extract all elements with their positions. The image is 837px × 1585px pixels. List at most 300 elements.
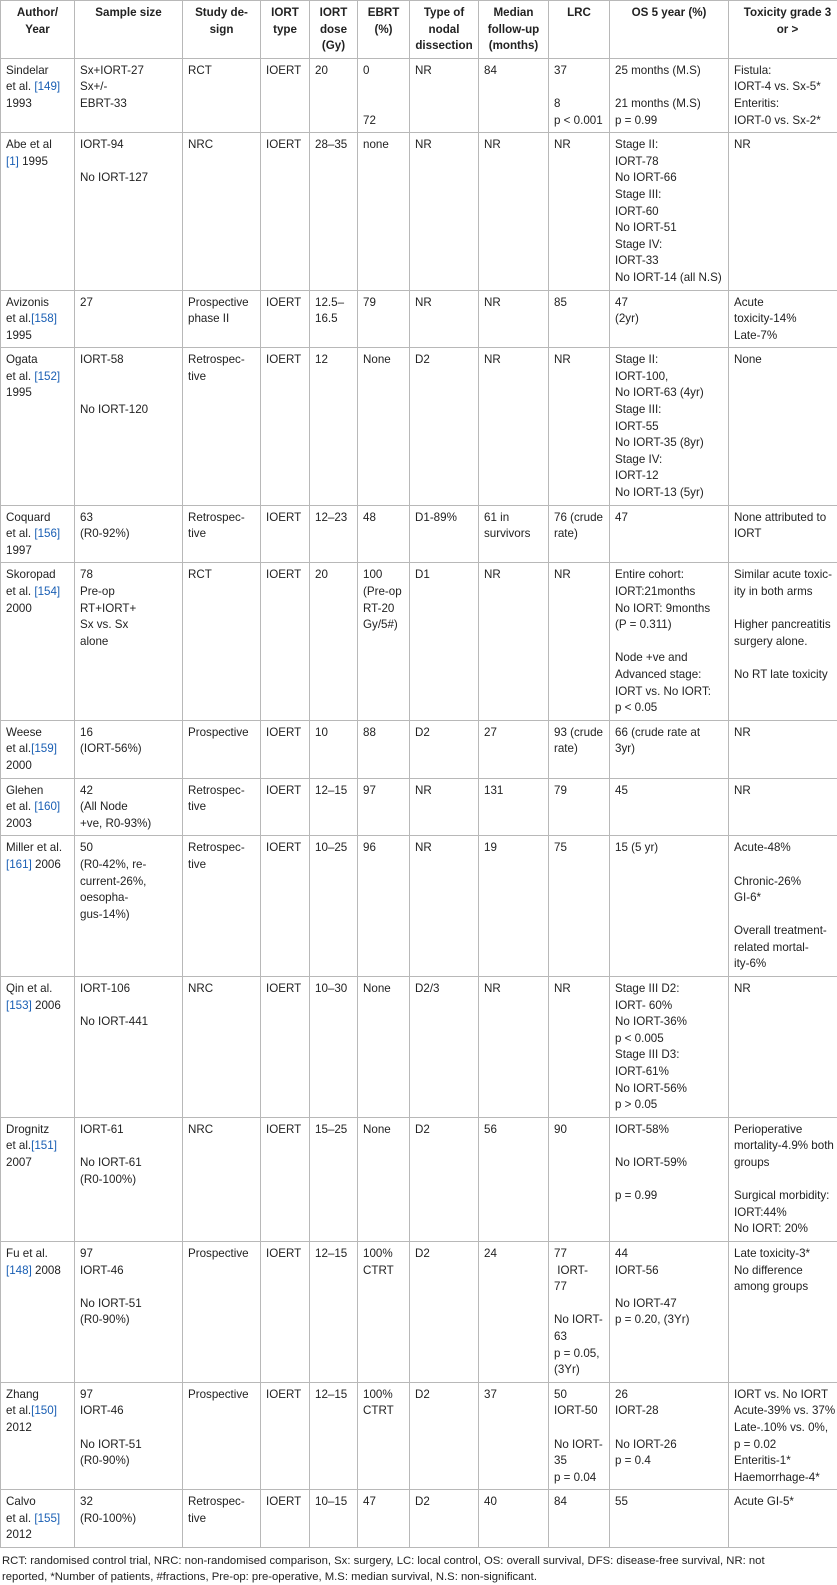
author-text: 1995	[6, 386, 32, 399]
cell-text: No IORT-127	[80, 170, 177, 187]
cell-text: 78	[80, 567, 177, 584]
os-5-year-cell	[610, 977, 729, 1118]
cell-text: IOERT	[266, 137, 304, 154]
header-text: Author/	[6, 5, 69, 22]
sample-size-cell	[75, 720, 183, 778]
cell-text: 61 in	[484, 510, 543, 527]
cell-text	[363, 79, 404, 96]
cell-text: 10–30	[315, 981, 352, 998]
author-year-cell	[1, 1490, 75, 1548]
header-text: follow-up	[484, 22, 543, 39]
iort-dose-cell	[310, 58, 358, 132]
cell-text: p = 0.04	[554, 1470, 604, 1487]
author-year-cell	[1, 778, 75, 836]
reference-link[interactable]: [151]	[31, 1139, 57, 1152]
cell-text: (R0-42%, re-	[80, 857, 177, 874]
cell-text: NR	[484, 352, 543, 369]
cell-text: D2	[415, 1387, 473, 1404]
cell-text: 100%	[363, 1246, 404, 1263]
median-follow-up-cell	[479, 1117, 549, 1241]
cell-text: rate)	[554, 741, 604, 758]
cell-text: Similar acute toxic-	[734, 567, 837, 584]
author-text: 2006	[32, 999, 61, 1012]
cell-text: None	[363, 352, 404, 369]
cell-text: 12	[315, 352, 352, 369]
header-text: Sample size	[80, 5, 177, 22]
cell-text: 37	[484, 1387, 543, 1404]
cell-text	[80, 369, 177, 386]
iort-dose-cell	[310, 1490, 358, 1548]
cell-text: Entire cohort:	[615, 567, 723, 584]
iort-dose-cell	[310, 1382, 358, 1490]
header-text: Toxicity grade 3	[734, 5, 837, 22]
sample-size-cell	[75, 290, 183, 348]
cell-text: 20	[315, 567, 352, 584]
cell-text: IORT-56	[615, 1263, 723, 1280]
ebrt-cell	[358, 836, 410, 977]
cell-text: 72	[363, 113, 404, 130]
lrc-cell	[549, 563, 610, 720]
sample-size-cell	[75, 977, 183, 1118]
reference-link[interactable]: [156]	[34, 527, 60, 540]
cell-text: Sx+/-	[80, 79, 177, 96]
header-text: LRC	[554, 5, 604, 22]
cell-text: 12.5–	[315, 295, 352, 312]
cell-text: IORT-	[554, 1263, 604, 1280]
header-text: Year	[6, 22, 69, 39]
reference-link[interactable]: [1]	[6, 155, 19, 168]
cell-text	[734, 1172, 837, 1189]
cell-text: 21 months (M.S)	[615, 96, 723, 113]
cell-text: None	[363, 981, 404, 998]
author-year-cell	[1, 348, 75, 505]
cell-text: Gy/5#)	[363, 617, 404, 634]
cell-text: NR	[734, 725, 837, 742]
iort-type-cell	[261, 1382, 310, 1490]
cell-text: 10	[315, 725, 352, 742]
sample-size-cell	[75, 1382, 183, 1490]
header-text: nodal	[415, 22, 473, 39]
cell-text: No IORT-35 (8yr)	[615, 435, 723, 452]
cell-text: NR	[484, 567, 543, 584]
sample-size-cell	[75, 1117, 183, 1241]
cell-text: IOERT	[266, 1494, 304, 1511]
os-5-year-cell	[610, 290, 729, 348]
cell-text: 24	[484, 1246, 543, 1263]
toxicity-cell	[729, 133, 837, 290]
cell-text: (IORT-56%)	[80, 741, 177, 758]
cell-text: 97	[80, 1246, 177, 1263]
iort-type-cell	[261, 1117, 310, 1241]
iort-dose-cell	[310, 348, 358, 505]
ebrt-cell	[358, 1117, 410, 1241]
cell-text: No IORT-59%	[615, 1155, 723, 1172]
author-text: 2007	[6, 1156, 32, 1169]
ebrt-cell	[358, 720, 410, 778]
cell-text: IORT-94	[80, 137, 177, 154]
author-text: Weese	[6, 726, 42, 739]
cell-text	[734, 857, 837, 874]
cell-text: current-26%,	[80, 874, 177, 891]
cell-text: IORT-100,	[615, 369, 723, 386]
cell-text: IORT-61	[80, 1122, 177, 1139]
cell-text: Acute-48%	[734, 840, 837, 857]
cell-text: Retrospec-	[188, 510, 255, 527]
cell-text: RCT	[188, 567, 255, 584]
cell-text: 55	[615, 1494, 723, 1511]
header-text: type	[266, 22, 304, 39]
cell-text	[80, 1279, 177, 1296]
cell-text: Stage IV:	[615, 452, 723, 469]
study-design-cell	[183, 290, 261, 348]
cell-text: 47	[615, 510, 723, 527]
cell-text: IORT-28	[615, 1403, 723, 1420]
cell-text	[734, 907, 837, 924]
cell-text: NR	[554, 981, 604, 998]
sample-size-cell	[75, 836, 183, 977]
cell-text: 16.5	[315, 311, 352, 328]
lrc-cell	[549, 58, 610, 132]
header-text: (%)	[363, 22, 404, 39]
cell-text: Enteritis:	[734, 96, 837, 113]
cell-text: No IORT-36%	[615, 1014, 723, 1031]
author-text: Ogata	[6, 353, 38, 366]
reference-link[interactable]: [149]	[34, 80, 60, 93]
cell-text: No RT late toxicity	[734, 667, 837, 684]
cell-text: (P = 0.311)	[615, 617, 723, 634]
table-row	[1, 778, 837, 836]
reference-link[interactable]: [159]	[31, 742, 57, 755]
lrc-cell	[549, 1382, 610, 1490]
nodal-dissection-cell	[410, 1382, 479, 1490]
author-year-cell	[1, 720, 75, 778]
toxicity-cell	[729, 836, 837, 977]
cell-text: No IORT-51	[615, 220, 723, 237]
cell-text: Prospective	[188, 1246, 255, 1263]
reference-link[interactable]: [158]	[31, 312, 57, 325]
cell-text: groups	[734, 1155, 837, 1172]
cell-text: among groups	[734, 1279, 837, 1296]
cell-text: D2	[415, 1494, 473, 1511]
reference-link[interactable]: [155]	[34, 1512, 60, 1525]
cell-text: 8	[554, 96, 604, 113]
cell-text: tive	[188, 526, 255, 543]
author-text: 2003	[6, 817, 32, 830]
table-row	[1, 290, 837, 348]
cell-text: Stage III D3:	[615, 1047, 723, 1064]
author-text: et al.	[6, 370, 34, 383]
cell-text: Perioperative	[734, 1122, 837, 1139]
header-text: sign	[188, 22, 255, 39]
cell-text: NR	[554, 137, 604, 154]
toxicity-cell	[729, 290, 837, 348]
ebrt-cell	[358, 290, 410, 348]
os-5-year-cell	[610, 836, 729, 977]
cell-text: (R0-90%)	[80, 1453, 177, 1470]
reference-link[interactable]: [148]	[6, 1264, 32, 1277]
nodal-dissection-cell	[410, 133, 479, 290]
header-text: Study de-	[188, 5, 255, 22]
iort-dose-cell	[310, 505, 358, 563]
cell-text: IOERT	[266, 981, 304, 998]
cell-text: IOERT	[266, 295, 304, 312]
cell-text: 26	[615, 1387, 723, 1404]
ebrt-cell	[358, 505, 410, 563]
iort-type-cell	[261, 836, 310, 977]
nodal-dissection-cell	[410, 977, 479, 1118]
cell-text: 28–35	[315, 137, 352, 154]
column-header	[310, 1, 358, 59]
cell-text: tive	[188, 1511, 255, 1528]
cell-text: EBRT-33	[80, 96, 177, 113]
cell-text: Node +ve and	[615, 650, 723, 667]
toxicity-cell	[729, 58, 837, 132]
column-header	[610, 1, 729, 59]
cell-text: 40	[484, 1494, 543, 1511]
author-year-cell	[1, 563, 75, 720]
lrc-cell	[549, 977, 610, 1118]
lrc-cell	[549, 836, 610, 977]
cell-text: Advanced stage:	[615, 667, 723, 684]
cell-text: Late-.10% vs. 0%,	[734, 1420, 837, 1437]
cell-text	[363, 96, 404, 113]
median-follow-up-cell	[479, 1490, 549, 1548]
toxicity-cell	[729, 1241, 837, 1382]
author-text: et al.	[6, 80, 34, 93]
ebrt-cell	[358, 1382, 410, 1490]
cell-text: Prospective	[188, 725, 255, 742]
author-text: Glehen	[6, 784, 43, 797]
os-5-year-cell	[610, 348, 729, 505]
cell-text: Higher pancreatitis	[734, 617, 837, 634]
iort-dose-cell	[310, 720, 358, 778]
header-text: dose	[315, 22, 352, 39]
cell-text: No IORT: 9months	[615, 601, 723, 618]
cell-text: No IORT-56%	[615, 1081, 723, 1098]
sample-size-cell	[75, 348, 183, 505]
cell-text: 96	[363, 840, 404, 857]
footnote-line: RCT: randomised control trial, NRC: non-randomised comparison, Sx: surgery, LC: local control, OS: overall survival, DFS: disease-free survival, NR: not	[2, 1553, 835, 1569]
cell-text	[554, 1296, 604, 1313]
median-follow-up-cell	[479, 778, 549, 836]
lrc-cell	[549, 290, 610, 348]
cell-text: 76 (crude	[554, 510, 604, 527]
toxicity-cell	[729, 563, 837, 720]
iort-dose-cell	[310, 1241, 358, 1382]
reference-link[interactable]: [152]	[34, 370, 60, 383]
cell-text	[80, 1420, 177, 1437]
header-text: Type of	[415, 5, 473, 22]
cell-text: rate)	[554, 526, 604, 543]
study-design-cell	[183, 133, 261, 290]
iort-dose-cell	[310, 1117, 358, 1241]
cell-text: 10–15	[315, 1494, 352, 1511]
header-text: OS 5 year (%)	[615, 5, 723, 22]
cell-text: IORT-0 vs. Sx-2*	[734, 113, 837, 130]
cell-text: NR	[554, 567, 604, 584]
cell-text: No IORT-14 (all N.S)	[615, 270, 723, 287]
cell-text: (R0-90%)	[80, 1312, 177, 1329]
cell-text: 15–25	[315, 1122, 352, 1139]
median-follow-up-cell	[479, 1382, 549, 1490]
cell-text: 50	[80, 840, 177, 857]
cell-text: tive	[188, 369, 255, 386]
column-header	[1, 1, 75, 59]
iort-type-cell	[261, 977, 310, 1118]
os-5-year-cell	[610, 1382, 729, 1490]
cell-text: IORT	[734, 526, 837, 543]
column-header	[261, 1, 310, 59]
cell-text: NR	[484, 981, 543, 998]
cell-text: IORT-58	[80, 352, 177, 369]
cell-text: IORT-60	[615, 204, 723, 221]
study-design-cell	[183, 720, 261, 778]
table-row	[1, 1490, 837, 1548]
cell-text	[734, 650, 837, 667]
cell-text: No IORT-	[554, 1437, 604, 1454]
cell-text: IOERT	[266, 63, 304, 80]
study-design-cell	[183, 563, 261, 720]
cell-text: survivors	[484, 526, 543, 543]
cell-text: 47	[615, 295, 723, 312]
cell-text: 47	[363, 1494, 404, 1511]
cell-text: 19	[484, 840, 543, 857]
cell-text	[80, 998, 177, 1015]
ebrt-cell	[358, 58, 410, 132]
lrc-cell	[549, 133, 610, 290]
header-row	[1, 1, 837, 59]
ebrt-cell	[358, 348, 410, 505]
cell-text: Late-7%	[734, 328, 837, 345]
sample-size-cell	[75, 1490, 183, 1548]
author-year-cell	[1, 977, 75, 1118]
cell-text: p = 0.99	[615, 1188, 723, 1205]
cell-text: 12–23	[315, 510, 352, 527]
reference-link[interactable]: [160]	[34, 800, 60, 813]
lrc-cell	[549, 348, 610, 505]
cell-text: IOERT	[266, 1122, 304, 1139]
cell-text: D2	[415, 352, 473, 369]
author-year-cell	[1, 1382, 75, 1490]
toxicity-cell	[729, 505, 837, 563]
cell-text: IORT-46	[80, 1263, 177, 1280]
cell-text: p = 0.4	[615, 1453, 723, 1470]
nodal-dissection-cell	[410, 290, 479, 348]
cell-text: 79	[363, 295, 404, 312]
cell-text: 75	[554, 840, 604, 857]
cell-text: IORT-50	[554, 1403, 604, 1420]
column-header	[358, 1, 410, 59]
cell-text: 131	[484, 783, 543, 800]
author-text: 1993	[6, 97, 32, 110]
lrc-cell	[549, 1490, 610, 1548]
iort-type-cell	[261, 778, 310, 836]
reference-link[interactable]: [154]	[34, 585, 60, 598]
author-text: Sindelar	[6, 64, 49, 77]
cell-text: 97	[80, 1387, 177, 1404]
iort-dose-cell	[310, 290, 358, 348]
cell-text: RT+IORT+	[80, 601, 177, 618]
os-5-year-cell	[610, 505, 729, 563]
sample-size-cell	[75, 133, 183, 290]
lrc-cell	[549, 720, 610, 778]
cell-text: 12–15	[315, 783, 352, 800]
cell-text: 84	[484, 63, 543, 80]
cell-text: 16	[80, 725, 177, 742]
cell-text: 90	[554, 1122, 604, 1139]
cell-text: No IORT-61	[80, 1155, 177, 1172]
cell-text: 100%	[363, 1387, 404, 1404]
iort-type-cell	[261, 58, 310, 132]
cell-text: (Pre-op	[363, 584, 404, 601]
cell-text: (3Yr)	[554, 1362, 604, 1379]
cell-text: IORT-12	[615, 468, 723, 485]
cell-text: tive	[188, 857, 255, 874]
column-header	[410, 1, 479, 59]
author-text: et al.	[6, 1512, 34, 1525]
author-text: et al.	[6, 585, 34, 598]
cell-text: Late toxicity-3*	[734, 1246, 837, 1263]
iort-type-cell	[261, 133, 310, 290]
lrc-cell	[549, 1241, 610, 1382]
cell-text: IOERT	[266, 567, 304, 584]
table-row	[1, 977, 837, 1118]
cell-text: Acute	[734, 295, 837, 312]
author-year-cell	[1, 58, 75, 132]
cell-text: Overall treatment-	[734, 923, 837, 940]
table-row	[1, 720, 837, 778]
cell-text: GI-6*	[734, 890, 837, 907]
table-row	[1, 505, 837, 563]
author-year-cell	[1, 1117, 75, 1241]
cell-text: tive	[188, 799, 255, 816]
cell-text: IOERT	[266, 725, 304, 742]
cell-text: Stage III D2:	[615, 981, 723, 998]
median-follow-up-cell	[479, 563, 549, 720]
reference-link[interactable]: [150]	[31, 1404, 57, 1417]
cell-text: IORT vs. No IORT	[734, 1387, 837, 1404]
cell-text: 42	[80, 783, 177, 800]
ebrt-cell	[358, 1490, 410, 1548]
cell-text: 27	[80, 295, 177, 312]
cell-text: (R0-100%)	[80, 1172, 177, 1189]
cell-text: Prospective	[188, 1387, 255, 1404]
reference-link[interactable]: [161]	[6, 858, 32, 871]
header-text: (Gy)	[315, 38, 352, 55]
cell-text	[554, 79, 604, 96]
cell-text: IORT-4 vs. Sx-5*	[734, 79, 837, 96]
author-year-cell	[1, 1241, 75, 1382]
table-row	[1, 563, 837, 720]
cell-text: 32	[80, 1494, 177, 1511]
iort-dose-cell	[310, 563, 358, 720]
reference-link[interactable]: [153]	[6, 999, 32, 1012]
sample-size-cell	[75, 58, 183, 132]
cell-text: 79	[554, 783, 604, 800]
cell-text: 3yr)	[615, 741, 723, 758]
os-5-year-cell	[610, 778, 729, 836]
cell-text: NRC	[188, 1122, 255, 1139]
cell-text: None	[734, 352, 837, 369]
cell-text: NR	[415, 63, 473, 80]
os-5-year-cell	[610, 1117, 729, 1241]
cell-text: No difference	[734, 1263, 837, 1280]
cell-text: IORT-58%	[615, 1122, 723, 1139]
cell-text: Retrospec-	[188, 783, 255, 800]
study-design-cell	[183, 778, 261, 836]
iort-dose-cell	[310, 977, 358, 1118]
cell-text: No IORT-26	[615, 1437, 723, 1454]
